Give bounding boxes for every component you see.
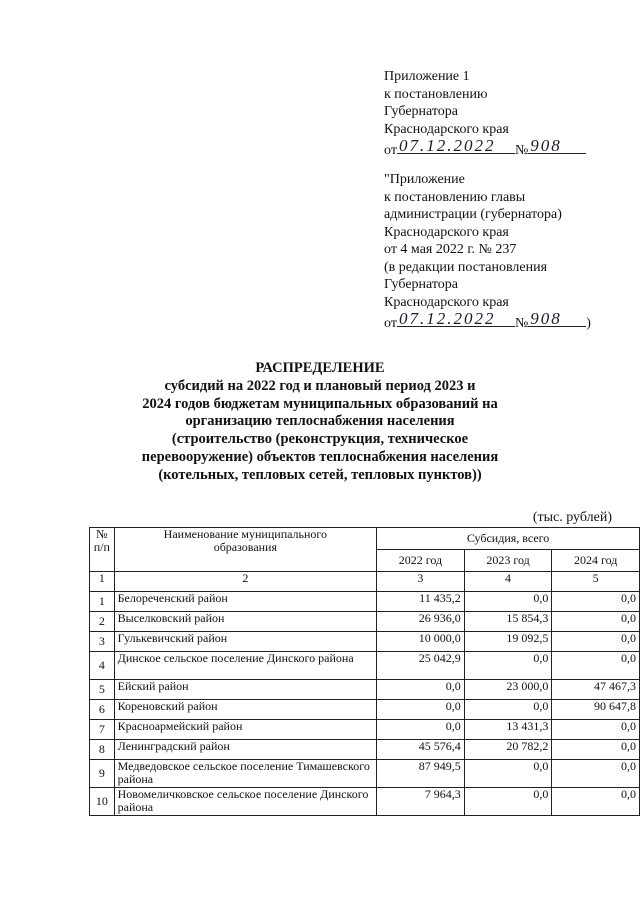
number-sign: № <box>514 316 529 331</box>
index-cell: 5 <box>552 572 640 592</box>
row-value-2022: 25 042,9 <box>377 652 465 680</box>
row-value-2022: 45 576,4 <box>377 740 465 760</box>
table-row <box>90 700 640 720</box>
row-name: Кореновский район <box>114 700 376 720</box>
date-prefix: от <box>384 143 397 158</box>
row-number: 10 <box>90 788 115 816</box>
index-cell: 2 <box>114 572 376 592</box>
amendment-line: администрации (губернатора) <box>384 207 562 222</box>
row-value-2023: 20 782,2 <box>464 740 552 760</box>
row-number: 2 <box>90 612 115 632</box>
appendix-line: Краснодарского края <box>384 121 509 137</box>
appendix-header <box>384 68 586 160</box>
number-sign: № <box>514 143 529 158</box>
handwritten-date: 07.12.2022 <box>398 308 496 328</box>
closing-paren: ) <box>586 316 591 331</box>
appendix-line: к постановлению <box>384 86 488 102</box>
title-line: организацию теплоснабжения населения <box>185 413 455 430</box>
title-line: 2024 годов бюджетам муниципальных образований на <box>142 395 498 412</box>
row-value-2023: 15 854,3 <box>464 612 552 632</box>
date-blank <box>397 308 515 328</box>
table-row <box>90 612 640 632</box>
row-number: 7 <box>90 720 115 740</box>
amendment-header <box>384 171 591 333</box>
row-name: Медведовское сельское поселение Тимашевского района <box>114 760 376 788</box>
amendment-line: к постановлению главы <box>384 189 526 205</box>
row-name: Белореченский район <box>114 592 376 612</box>
row-number: 6 <box>90 700 115 720</box>
title-heading: РАСПРЕДЕЛЕНИЕ <box>255 360 385 376</box>
row-value-2023: 13 431,3 <box>464 720 552 740</box>
row-number: 8 <box>90 740 115 760</box>
table-row <box>90 788 640 816</box>
handwritten-number: 908 <box>530 308 562 328</box>
handwritten-number: 908 <box>530 135 562 155</box>
title-line: (котельных, тепловых сетей, тепловых пунктов)) <box>158 466 482 483</box>
amendment-line: от 4 мая 2022 г. № 237 <box>384 242 517 257</box>
row-value-2022: 11 435,2 <box>377 592 465 612</box>
row-name: Красноармейский район <box>114 720 376 740</box>
row-value-2022: 10 000,0 <box>377 632 465 652</box>
row-value-2022: 87 949,5 <box>377 760 465 788</box>
appendix-line: Губернатора <box>384 104 459 119</box>
handwritten-date: 07.12.2022 <box>398 135 496 155</box>
row-name: Гулькевичский район <box>114 632 376 652</box>
table-row <box>90 720 640 740</box>
row-value-2023: 0,0 <box>464 788 552 816</box>
row-name: Ейский район <box>114 680 376 700</box>
row-value-2024: 0,0 <box>552 652 640 680</box>
row-value-2024: 0,0 <box>552 720 640 740</box>
row-value-2024: 0,0 <box>552 760 640 788</box>
row-value-2022: 26 936,0 <box>377 612 465 632</box>
row-value-2024: 0,0 <box>552 740 640 760</box>
table-row <box>90 760 640 788</box>
table-row <box>90 652 640 680</box>
row-number: 1 <box>90 592 115 612</box>
row-value-2023: 23 000,0 <box>464 680 552 700</box>
appendix-line: Приложение 1 <box>384 69 470 84</box>
title-line: (строительство (реконструкция, техническое <box>171 431 469 448</box>
row-value-2022: 7 964,3 <box>377 788 465 816</box>
header-num: № п/п <box>90 528 115 572</box>
header-subsidy: Субсидия, всего <box>377 528 640 550</box>
unit-label: (тыс. рублей) <box>532 510 612 525</box>
table-row <box>90 680 640 700</box>
row-value-2024: 0,0 <box>552 788 640 816</box>
header-year-2022: 2022 год <box>377 550 465 572</box>
header-year-2023: 2023 год <box>464 550 552 572</box>
amendment-date-line <box>384 308 591 333</box>
index-cell: 1 <box>90 572 115 592</box>
row-name: Динское сельское поселение Динского района <box>114 652 376 680</box>
row-value-2023: 0,0 <box>464 592 552 612</box>
row-value-2024: 0,0 <box>552 592 640 612</box>
row-name: Выселковский район <box>114 612 376 632</box>
row-name: Новомеличковское сельское поселение Динского района <box>114 788 376 816</box>
row-value-2024: 0,0 <box>552 612 640 632</box>
table-row <box>90 632 640 652</box>
row-value-2023: 0,0 <box>464 700 552 720</box>
amendment-line: (в редакции постановления <box>384 259 548 275</box>
table-row <box>90 740 640 760</box>
row-value-2023: 0,0 <box>464 760 552 788</box>
row-number: 9 <box>90 760 115 788</box>
appendix-date-line <box>384 135 586 160</box>
header-name: Наименование муниципального образования <box>114 528 376 572</box>
document-title <box>0 360 640 485</box>
number-blank <box>528 135 586 155</box>
row-value-2022: 0,0 <box>377 700 465 720</box>
table-row <box>90 592 640 612</box>
amendment-line: Краснодарского края <box>384 224 509 240</box>
header-year-2024: 2024 год <box>552 550 640 572</box>
index-cell: 4 <box>464 572 552 592</box>
amendment-line: "Приложение <box>384 172 465 187</box>
date-prefix: от <box>384 316 397 331</box>
amendment-line: Краснодарского края <box>384 294 509 310</box>
date-blank <box>397 135 515 155</box>
row-number: 3 <box>90 632 115 652</box>
row-value-2022: 0,0 <box>377 720 465 740</box>
row-value-2023: 19 092,5 <box>464 632 552 652</box>
amendment-line: Губернатора <box>384 277 459 292</box>
title-line: перевооружение) объектов теплоснабжения населения <box>141 448 499 465</box>
row-number: 4 <box>90 652 115 680</box>
subsidy-table <box>89 527 640 816</box>
row-number: 5 <box>90 680 115 700</box>
row-value-2022: 0,0 <box>377 680 465 700</box>
row-name: Ленинградский район <box>114 740 376 760</box>
index-cell: 3 <box>377 572 465 592</box>
number-blank <box>528 308 586 328</box>
row-value-2024: 47 467,3 <box>552 680 640 700</box>
row-value-2024: 90 647,8 <box>552 700 640 720</box>
row-value-2023: 0,0 <box>464 652 552 680</box>
title-line: субсидий на 2022 год и плановый период 2023 и <box>164 377 476 394</box>
row-value-2024: 0,0 <box>552 632 640 652</box>
